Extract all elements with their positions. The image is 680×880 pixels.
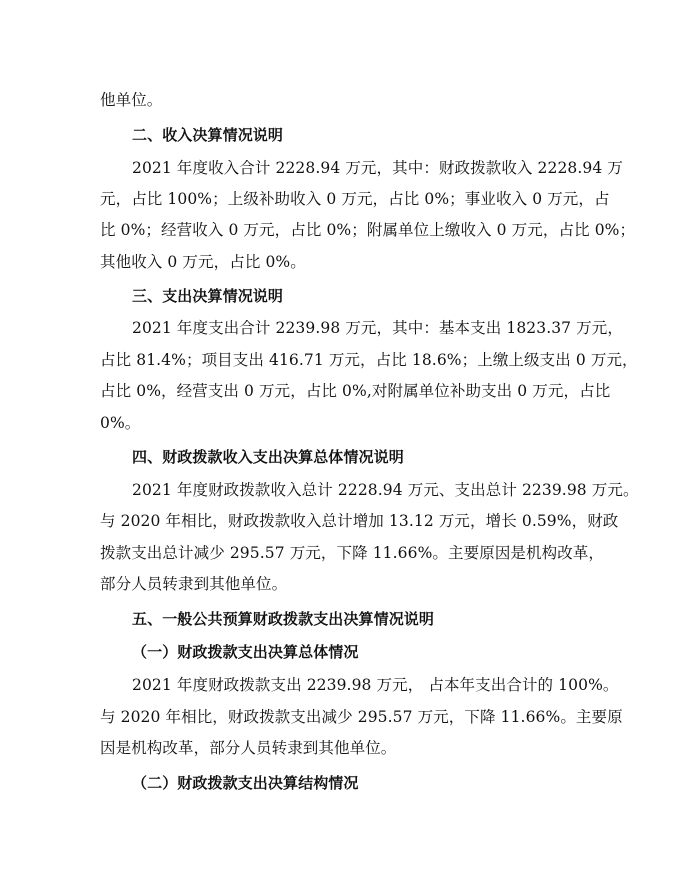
paragraph-line: 拨款支出总计减少 295.57 万元，下降 11.66%。主要原因是机构改革， — [100, 544, 605, 562]
paragraph-line: 他单位。 — [100, 91, 163, 109]
paragraph-line: 2021 年度财政拨款收入总计 2228.94 万元、支出总计 2239.98 万元。 — [132, 481, 639, 499]
paragraph-line: 因是机构改革，部分人员转隶到其他单位。 — [100, 739, 397, 757]
paragraph-line: 与 2020 年相比，财政拨款收入总计增加 13.12 万元，增长 0.59%，财政 — [100, 512, 619, 530]
paragraph-line: 占比 81.4%；项目支出 416.71 万元，占比 18.6%；上缴上级支出 0 万元， — [100, 351, 638, 369]
paragraph-line: 占比 0%，经营支出 0 万元，占比 0%,对附属单位补助支出 0 万元，占比 — [100, 382, 611, 400]
paragraph-line: 2021 年度支出合计 2239.98 万元，其中：基本支出 1823.37 万元， — [132, 319, 623, 337]
paragraph-line: 其他收入 0 万元，占比 0%。 — [100, 253, 306, 271]
section-heading-income: 二、收入决算情况说明 — [132, 126, 284, 144]
section-heading-fiscal-overall: 四、财政拨款收入支出决算总体情况说明 — [132, 448, 404, 466]
paragraph-line: 比 0%；经营收入 0 万元，占比 0%；附属单位上缴收入 0 万元，占比 0%； — [100, 221, 636, 239]
paragraph-line: 0%。 — [100, 414, 141, 432]
subsection-heading-structure: （二）财政拨款支出决算结构情况 — [132, 774, 359, 792]
section-heading-general-budget: 五、一般公共预算财政拨款支出决算情况说明 — [132, 610, 435, 628]
paragraph-line: 元，占比 100%；上级补助收入 0 万元，占比 0%；事业收入 0 万元，占 — [100, 190, 610, 208]
paragraph-line: 2021 年度财政拨款支出 2239.98 万元， 占本年支出合计的 100%。 — [132, 676, 619, 694]
paragraph-line: 2021 年度收入合计 2228.94 万元，其中：财政拨款收入 2228.94 万 — [132, 159, 623, 177]
paragraph-line: 部分人员转隶到其他单位。 — [100, 575, 288, 593]
subsection-heading-overall: （一）财政拨款支出决算总体情况 — [132, 643, 359, 661]
section-heading-expenditure: 三、支出决算情况说明 — [132, 287, 284, 305]
paragraph-line: 与 2020 年相比，财政拨款支出减少 295.57 万元，下降 11.66%。主要原 — [100, 708, 623, 726]
